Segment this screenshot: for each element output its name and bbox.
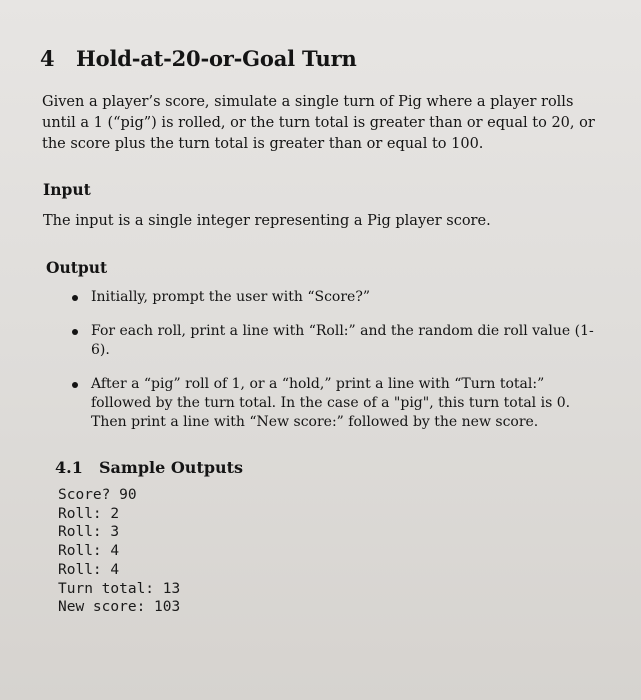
input-heading: Input [43,180,91,199]
bullet-item [72,375,596,432]
bullet-text: Initially, prompt the user with “Score?” [91,289,370,305]
sample-output-block [58,486,180,617]
bullet-text: For each roll, print a line with “Roll:” and the random die roll value (1-6). [91,323,594,358]
section-title-text: Hold-at-20-or-Goal Turn [76,46,357,71]
section-number: 4 [40,46,55,71]
description-paragraph: Given a player’s score, simulate a single turn of Pig where a player rolls until a 1 (“pig”) is rolled, or the turn total is greater than or equal to 20, or the score plus the turn total is greater than or equal to 100. [42,94,595,152]
sample-line: Score? 90 [58,487,137,503]
bullet-item [72,288,596,307]
subsection-title [55,458,243,477]
input-description: The input is a single integer representing a Pig player score. [43,213,491,229]
sample-line: Roll: 4 [58,543,120,560]
section-title [40,46,357,71]
bullet-icon [72,329,78,335]
subsection-number: 4.1 [55,458,83,477]
output-heading: Output [46,258,108,277]
sample-line: Roll: 4 [58,561,120,578]
bullet-text: After a “pig” roll of 1, or a “hold,” print a line with “Turn total:” followed by the turn total. In the case of a "pig", this turn total is 0. Then print a line with “New score:” followed by the new score. [91,376,571,430]
subsection-title-text: Sample Outputs [99,458,244,477]
sample-line: Roll: 2 [58,505,120,522]
sample-line: New score: 103 [58,599,181,616]
bullet-icon [72,295,78,301]
bullet-item [72,322,596,360]
output-bullet-list [72,288,596,447]
sample-line: Roll: 3 [58,524,120,541]
bullet-icon [72,382,78,388]
sample-line: Turn total: 13 [58,580,181,597]
